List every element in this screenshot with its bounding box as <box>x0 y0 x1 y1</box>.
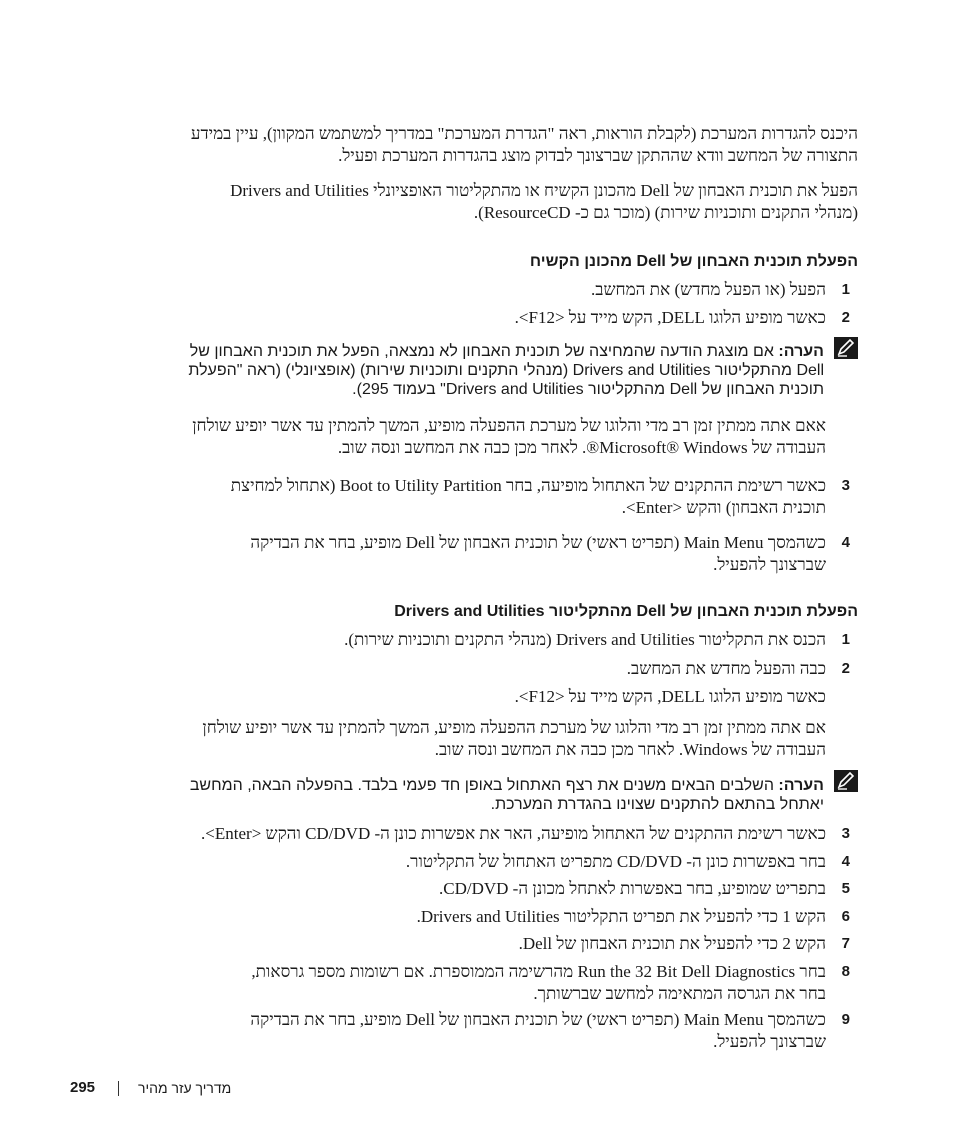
section2-step8-line-2: בחר את הגרסה המתאימה למחשב שברשותך. <box>533 984 826 1003</box>
section2-step1-text: הכנס את התקליטור Drivers and Utilities (מנהלי התקנים ותוכניות שירות). <box>344 630 826 649</box>
section1-wait-line-2: העבודה של Microsoft® Windows®. לאחר מכן כבה את המחשב ונסה שוב. <box>337 438 826 457</box>
intro-paragraph <box>98 123 858 167</box>
section1-note <box>104 342 824 399</box>
section2-step9-number: 9 <box>841 1011 850 1028</box>
section2-step4-text: בחר באפשרות כונן ה- CD/DVD מתפריט האתחול של התקליטור. <box>405 852 826 871</box>
page-number: 295 <box>70 1079 96 1096</box>
section2-heading: הפעלת תוכנית האבחון של Dell מהתקליטור Drivers and Utilities <box>394 603 858 620</box>
section1-step1-number: 1 <box>841 281 850 298</box>
section2-step2-number: 2 <box>841 660 850 677</box>
section2-step7-text: הקש 2 כדי להפעיל את תוכנית האבחון של Dell. <box>518 934 826 953</box>
section2-note-line-1 <box>104 776 824 795</box>
section2-step5-text: בתפריט שמופיע, בחר באפשרות לאתחל מכונן ה- CD/DVD. <box>439 879 826 898</box>
section2-step7-number: 7 <box>841 935 850 952</box>
section1-note-text-1: אם מוצגת הודעה שהמחיצה של תוכנית האבחון לא נמצאה, הפעל את תוכנית האבחון של <box>189 343 774 360</box>
section2-step6-text: הקש 1 כדי להפעיל את תפריט התקליטור Drivers and Utilities. <box>416 907 826 926</box>
section2-wait-line-1: אם אתה ממתין זמן רב מדי והלוגו של מערכת ההפעלה מופיע, המשך להמתין עד אשר יופיע שולחן <box>202 718 826 737</box>
note-label: הערה: <box>778 777 824 794</box>
section1-step1-text: הפעל (או הפעל מחדש) את המחשב. <box>591 280 826 299</box>
section2-step4-number: 4 <box>841 853 850 870</box>
section1-step4-line-2: שברצונך להפעיל. <box>713 555 826 574</box>
section2-step8-number: 8 <box>841 963 850 980</box>
section2-wait-line-2: העבודה של Windows. לאחר מכן כבה את המחשב ונסה שוב. <box>434 740 826 759</box>
section1-step2-text: כאשר מופיע הלוגו DELL, הקש מייד על <F12>. <box>514 308 826 327</box>
intro2-line-2: (מנהלי התקנים ותוכניות שירות) (מוכר גם כ- ResourceCD). <box>473 203 858 222</box>
intro-line-2: התצורה של המחשב וודא שההתקן שברצונך לבדוק מוצג בהגדרות המערכת ופעיל. <box>338 146 858 165</box>
section1-wait-paragraph <box>106 415 826 459</box>
section2-step8-line-1: בחר Run the 32 Bit Dell Diagnostics מהרשימה הממוספרת. אם רשומות מספר גרסאות, <box>251 962 826 981</box>
section2-step2b-text: כאשר מופיע הלוגו DELL, הקש מייד על <F12>. <box>514 687 826 706</box>
section1-step2-number: 2 <box>841 309 850 326</box>
section2-wait-paragraph <box>106 717 826 761</box>
section1-step3-text <box>106 475 826 519</box>
section2-step3-text: כאשר רשימת ההתקנים של האתחול מופיעה, האר את אפשרות כונן ה- CD/DVD והקש <Enter>. <box>201 824 826 843</box>
section2-note <box>104 776 824 814</box>
section2-step3-number: 3 <box>841 825 850 842</box>
section2-step5-number: 5 <box>841 880 850 897</box>
section1-step3-line-2: תוכנית האבחון) והקש <Enter>. <box>621 498 826 517</box>
intro2-line-1: הפעל את תוכנית האבחון של Dell מהכונן הקשיח או מהתקליטור האופציונלי Drivers and Utilities <box>230 181 858 200</box>
intro-paragraph-2 <box>98 180 858 224</box>
note-label: הערה: <box>778 343 824 360</box>
section2-step6-number: 6 <box>841 908 850 925</box>
section2-note-text-1: השלבים הבאים משנים את רצף האתחול באופן חד פעמי בלבד. בהפעלה הבאה, המחשב <box>189 777 774 794</box>
section2-step8-text <box>106 961 826 1005</box>
section2-step9-line-1: כשהמסך Main Menu (תפריט ראשי) של תוכנית האבחון של Dell מופיע, בחר את הבדיקה <box>250 1010 826 1029</box>
section2-step1-number: 1 <box>841 631 850 648</box>
intro-line-1: היכנס להגדרות המערכת (לקבלת הוראות, ראה "הגדרת המערכת" במדריך למשתמש המקוון), עיין במידע <box>190 124 858 143</box>
section1-step4-line-1: כשהמסך Main Menu (תפריט ראשי) של תוכנית האבחון של Dell מופיע, בחר את הבדיקה <box>250 533 826 552</box>
section2-step2-text: כבה והפעל מחדש את המחשב. <box>626 659 826 678</box>
section2-step9-text <box>106 1009 826 1053</box>
section1-wait-line-1: אאם אתה ממתין זמן רב מדי והלוגו של מערכת ההפעלה מופיע, המשך להמתין עד אשר יופיע שולחן <box>192 416 826 435</box>
section1-note-line-3: תוכנית האבחון של Dell מהתקליטור Drivers and Utilities" בעמוד 295). <box>352 381 824 398</box>
pencil-note-icon <box>834 337 858 359</box>
section1-step4-number: 4 <box>841 534 850 551</box>
section2-note-line-2: יאתחל בהתאם להתקנים שצוינו בהגדרת המערכת. <box>490 796 824 813</box>
pencil-note-icon <box>834 770 858 792</box>
section1-note-line-1 <box>104 342 824 361</box>
footer-title: מדריך עזר מהיר <box>138 1080 232 1096</box>
section1-step3-number: 3 <box>841 477 850 494</box>
footer-separator <box>118 1081 119 1096</box>
section1-heading: הפעלת תוכנית האבחון של Dell מהכונן הקשיח <box>529 253 858 270</box>
section1-step3-line-1: כאשר רשימת ההתקנים של האתחול מופיעה, בחר Boot to Utility Partition (אתחול למחיצת <box>230 476 826 495</box>
section1-note-line-2: Dell מהתקליטור Drivers and Utilities (מנהלי התקנים ותוכניות שירות) (אופציונלי) (ראה "הפעלת <box>188 362 824 379</box>
section1-step4-text <box>106 532 826 576</box>
section2-step9-line-2: שברצונך להפעיל. <box>713 1032 826 1051</box>
